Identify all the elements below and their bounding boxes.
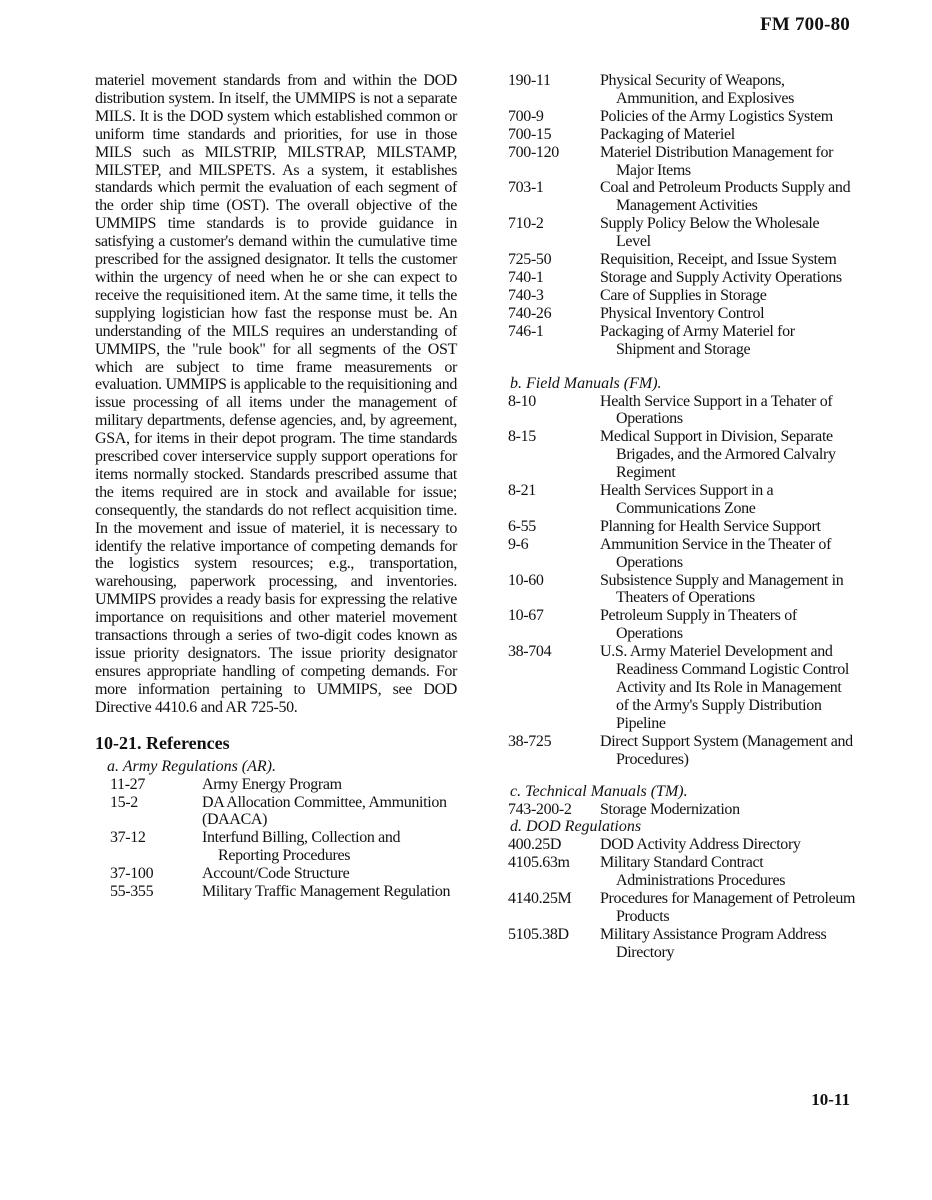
ummips-paragraph: materiel movement standards from and within the DOD distribution system. In itself, the UMMIPS is not a separate MILS. It is the DOD system which established common or uniform time standards and priorities, for use in those MILS such as MILSTRIP, MILSTRAP, MILSTAMP, MILSTEP, and MILSPETS. As a system, it establishes standards which permit the evaluation of each segment of the order ship time (OST). The overall objective of the UMMIPS time standards is to provide guidance in satisfying a customer's demand within the cumulative time prescribed for the assigned designator. It tells the customer within the urgency of need when he or she can expect to receive the requisitioned item. At the same time, it tells the supplying logistician how fast the response must be. An understanding of the MILS requires an understanding of UMMIPS, the "rule book" for all segments of the OST which are subject to time frame measurements or evaluation. UMMIPS is applicable to the requisitioning and issue processing of all items under the management of military departments, defense agencies, and, by agreement, GSA, for items in their depot program. The time standards prescribed cover interservice supply support operations for items normally stocked. Standards prescribed assume that the items required are in stock and available for issue; consequently, the standards do not reflect acquisition time. In the movement and issue of materiel, it is necessary to identify the relative importance of competing demands for the logistics system resources; e.g., transportation, warehousing, paperwork processing, and inventories. UMMIPS provides a ready basis for expressing the relative importance on requisitions and other materiel movement transactions through a series of two-digit codes known as issue priority designators. The issue priority designator ensures appropriate handling of competing demands. For more information pertaining to UMMIPS, see DOD Directive 4410.6 and AR 725-50. <box>95 72 457 716</box>
reference-title: Physical Security of Weapons, Ammunition, and Explosives <box>600 72 795 107</box>
subheading-field-manuals: b. Field Manuals (FM). <box>510 374 662 392</box>
reference-number: 710-2 <box>508 215 544 233</box>
running-header: FM 700-80 <box>760 14 850 35</box>
reference-title: Physical Inventory Control <box>600 304 765 322</box>
reference-title: (DAACA) <box>202 811 268 829</box>
reference-title: Supply Policy Below the Wholesale Level <box>600 215 820 251</box>
reference-title: Army Energy Program <box>202 775 342 793</box>
reference-title: Ammunition Service in the Theater of Operations <box>600 535 832 571</box>
reference-number: 8-10 <box>508 392 536 410</box>
reference-title: Military Standard Contract Administrations Procedures <box>600 854 786 890</box>
reference-number: 400.25D <box>508 836 562 854</box>
reference-title: Materiel Distribution Management for Major Items <box>600 143 834 179</box>
section-heading-references: 10-21. References <box>95 732 230 753</box>
reference-title: Planning for Health Service Support <box>600 517 821 535</box>
reference-title: Petroleum Supply in Theaters of Operations <box>600 607 797 643</box>
reference-number: 10-60 <box>508 571 544 589</box>
reference-number: 740-1 <box>508 268 544 286</box>
reference-title: Procedures for Management of Petroleum Products <box>600 890 856 926</box>
subheading-technical-manuals: c. Technical Manuals (TM). <box>510 782 688 800</box>
reference-number: 4105.63m <box>508 854 570 872</box>
reference-number: 746-1 <box>508 322 544 340</box>
reference-entry <box>508 607 856 643</box>
left-column <box>95 72 457 901</box>
reference-title: Direct Support System (Management and Procedures) <box>600 732 853 768</box>
reference-entry <box>95 811 457 829</box>
reference-number <box>95 811 202 829</box>
reference-entry <box>508 305 856 323</box>
reference-title: Interfund Billing, Collection and Reporting Procedures <box>202 829 401 865</box>
reference-entry <box>508 536 856 572</box>
reference-entry <box>95 829 457 865</box>
reference-title: Packaging of Army Materiel for Shipment and Storage <box>600 322 795 358</box>
reference-title: Medical Support in Division, Separate Brigades, and the Armored Calvalry Regiment <box>600 428 836 482</box>
reference-entry <box>95 794 457 812</box>
reference-entry <box>508 323 856 359</box>
reference-entry <box>508 836 856 854</box>
reference-title: DOD Activity Address Directory <box>600 836 801 854</box>
reference-number: 37-12 <box>110 829 146 847</box>
reference-title: Policies of the Army Logistics System <box>600 107 833 125</box>
reference-entry <box>508 572 856 608</box>
subheading-army-regulations: a. Army Regulations (AR). <box>107 757 277 775</box>
right-column <box>508 72 856 962</box>
reference-title: Requisition, Receipt, and Issue System <box>600 251 837 269</box>
reference-number: 10-67 <box>508 607 544 625</box>
reference-number: 9-6 <box>508 535 529 553</box>
reference-entry <box>508 126 856 144</box>
reference-title: Military Traffic Management Regulation <box>202 883 451 901</box>
reference-number: 700-9 <box>508 107 544 125</box>
reference-entry <box>508 215 856 251</box>
reference-number: 38-704 <box>508 643 552 661</box>
reference-number: 740-3 <box>508 286 544 304</box>
reference-number: 37-100 <box>110 865 154 883</box>
reference-number: 8-15 <box>508 428 536 446</box>
reference-entry <box>508 269 856 287</box>
reference-number: 700-15 <box>508 125 552 143</box>
reference-number: 15-2 <box>110 793 138 811</box>
reference-title: Coal and Petroleum Products Supply and Management Activities <box>600 179 851 215</box>
reference-entry <box>508 926 856 962</box>
page-number: 10-11 <box>811 1090 850 1109</box>
reference-entry <box>508 801 856 819</box>
reference-title: DA Allocation Committee, Ammunition <box>202 793 447 811</box>
reference-number: 38-725 <box>508 732 552 750</box>
reference-entry <box>508 144 856 180</box>
reference-number: 700-120 <box>508 143 559 161</box>
reference-number: 725-50 <box>508 251 552 269</box>
reference-entry <box>508 72 856 108</box>
reference-number: 743-200-2 <box>508 800 572 818</box>
reference-title: Health Services Support in a Communications Zone <box>600 482 774 517</box>
reference-number: 740-26 <box>508 304 552 322</box>
reference-number: 703-1 <box>508 179 544 197</box>
reference-number: 6-55 <box>508 517 536 535</box>
reference-entry <box>95 865 457 883</box>
reference-entry <box>508 518 856 536</box>
reference-title: Storage Modernization <box>600 800 740 818</box>
reference-entry <box>95 776 457 794</box>
reference-entry <box>508 393 856 429</box>
reference-number: 190-11 <box>508 72 551 89</box>
subheading-dod-regulations: d. DOD Regulations <box>510 818 642 836</box>
reference-title: Health Service Support in a Tehater of Operations <box>600 392 833 428</box>
reference-entry <box>508 287 856 305</box>
reference-title: Storage and Supply Activity Operations <box>600 268 842 286</box>
reference-title: Care of Supplies in Storage <box>600 286 767 304</box>
reference-title: Account/Code Structure <box>202 865 350 883</box>
reference-title: Subsistence Supply and Management in Theaters of Operations <box>600 571 844 607</box>
reference-entry <box>508 179 856 215</box>
reference-number: 55-355 <box>110 883 154 901</box>
reference-entry <box>508 643 856 733</box>
reference-number: 8-21 <box>508 482 536 500</box>
reference-entry <box>508 428 856 482</box>
reference-entry <box>508 482 856 518</box>
reference-number: 5105.38D <box>508 925 569 943</box>
reference-entry <box>508 251 856 269</box>
reference-number: 4140.25M <box>508 890 572 908</box>
reference-number: 11-27 <box>110 775 145 793</box>
reference-entry <box>508 108 856 126</box>
reference-title: U.S. Army Materiel Development and Readiness Command Logistic Control Activity and Its Role in Management of the Army's Supply Distribution Pipeline <box>600 643 849 732</box>
reference-entry <box>95 883 457 901</box>
reference-entry <box>508 890 856 926</box>
reference-title: Military Assistance Program Address Directory <box>600 925 827 961</box>
reference-title: Packaging of Materiel <box>600 125 735 143</box>
reference-entry <box>508 854 856 890</box>
reference-entry <box>508 733 856 769</box>
